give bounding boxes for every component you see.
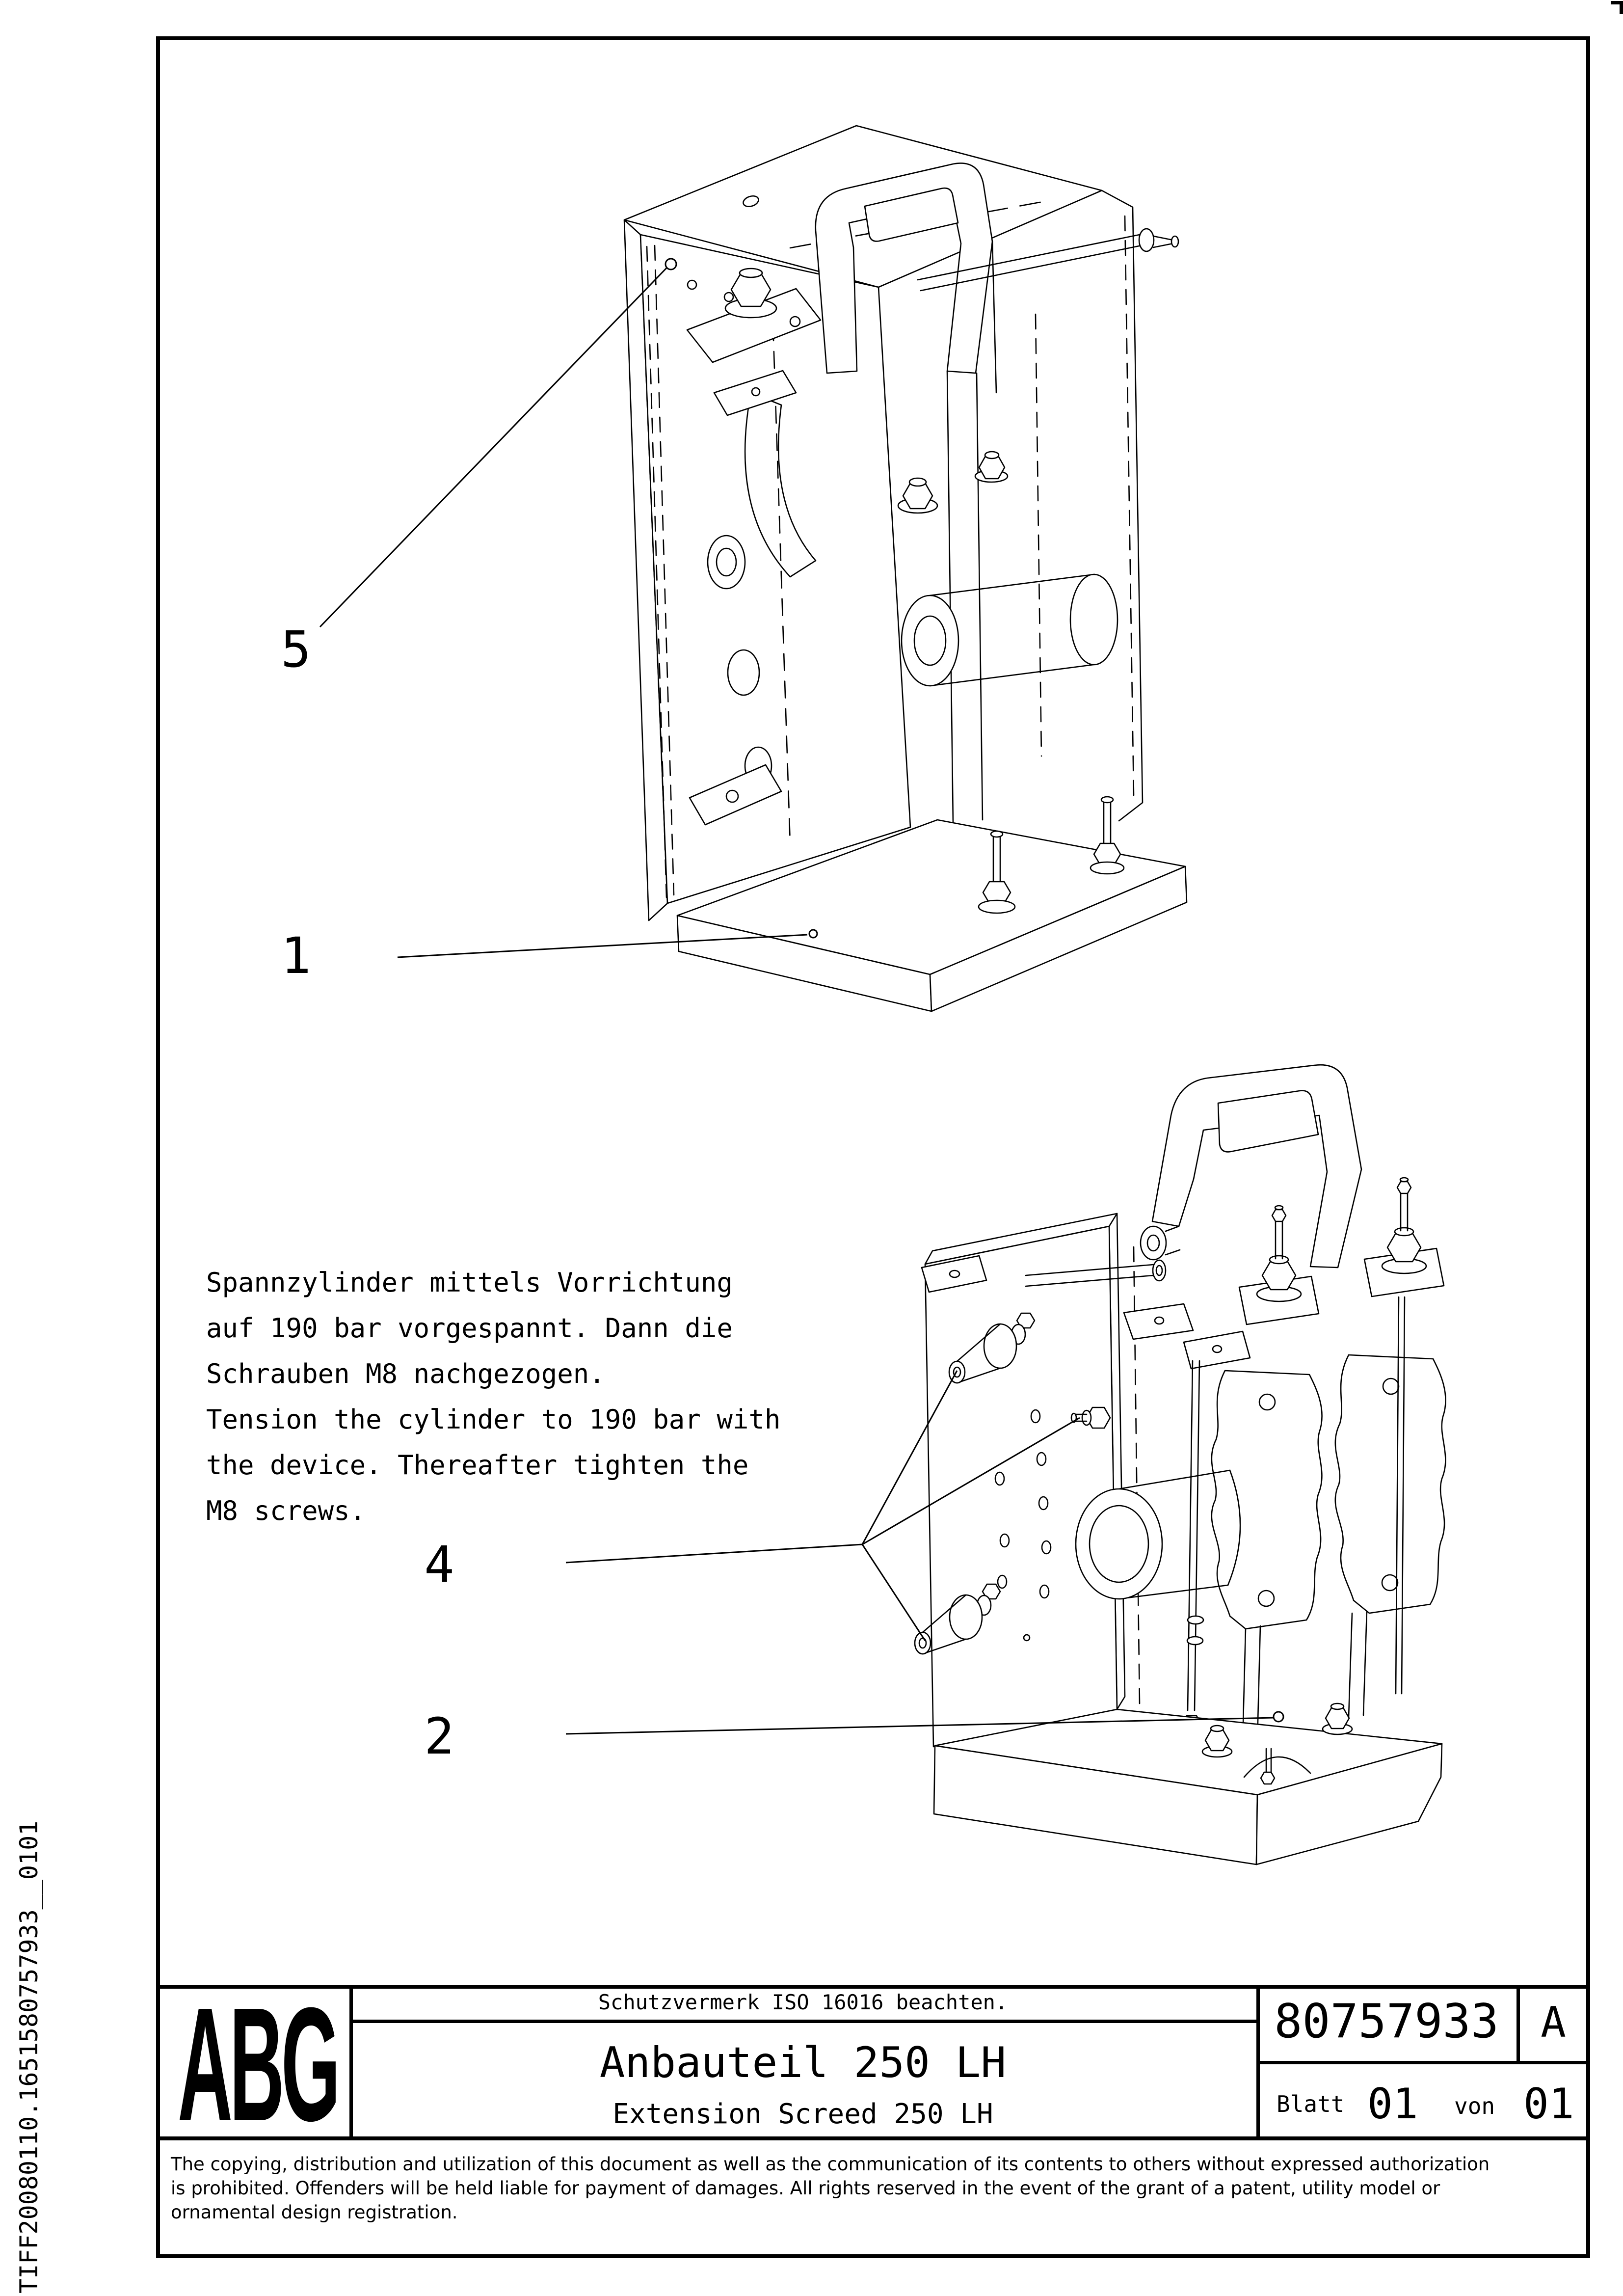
tensioning-note xyxy=(206,1260,780,1534)
callout-5: 5 xyxy=(281,621,311,679)
callout-1: 1 xyxy=(281,927,311,985)
note-line: the device. Thereafter tighten the xyxy=(206,1450,749,1481)
drawing-title-en: Extension Screed 250 LH xyxy=(612,2098,993,2130)
callout-2: 2 xyxy=(424,1707,454,1766)
sheet-label: Blatt xyxy=(1277,2091,1345,2117)
drawing-number: 80757933 xyxy=(1274,1995,1499,2049)
company-logo: ABG xyxy=(178,1973,337,2155)
legal-line: is prohibited. Offenders will be held liable for payment of damages. All rights reserved in the event of the grant of a patent, utility model or xyxy=(171,2178,1440,2199)
legal-notice xyxy=(171,2152,1579,2224)
callout-4: 4 xyxy=(424,1536,454,1594)
protection-notice: Schutzvermerk ISO 16016 beachten. xyxy=(598,1990,1008,2014)
number-row-rule xyxy=(1256,2061,1590,2064)
note-line: Spannzylinder mittels Vorrichtung xyxy=(206,1267,733,1298)
titleblock-bottom-rule xyxy=(156,2136,1590,2140)
drawing-title-de: Anbauteil 250 LH xyxy=(599,2038,1007,2087)
sheet-total: 01 xyxy=(1523,2080,1574,2129)
sheet-number: 01 xyxy=(1367,2080,1418,2129)
note-line: auf 190 bar vorgespannt. Dann die xyxy=(206,1313,733,1344)
scan-filename: TIFF20080110.1651580757933__0101 xyxy=(15,1820,43,2294)
sheet-of-label: von xyxy=(1454,2093,1495,2119)
note-line: M8 screws. xyxy=(206,1495,366,1526)
titleblock-top-rule xyxy=(156,1985,1590,1989)
legal-line: ornamental design registration. xyxy=(171,2202,458,2223)
note-line: Tension the cylinder to 190 bar with xyxy=(206,1404,781,1435)
legal-line: The copying, distribution and utilization of this document as well as the communication of its contents to others without expressed authorization xyxy=(171,2154,1490,2175)
revision-letter: A xyxy=(1541,1998,1566,2047)
note-line: Schrauben M8 nachgezogen. xyxy=(206,1358,605,1389)
protection-divider-rule xyxy=(349,2020,1260,2023)
